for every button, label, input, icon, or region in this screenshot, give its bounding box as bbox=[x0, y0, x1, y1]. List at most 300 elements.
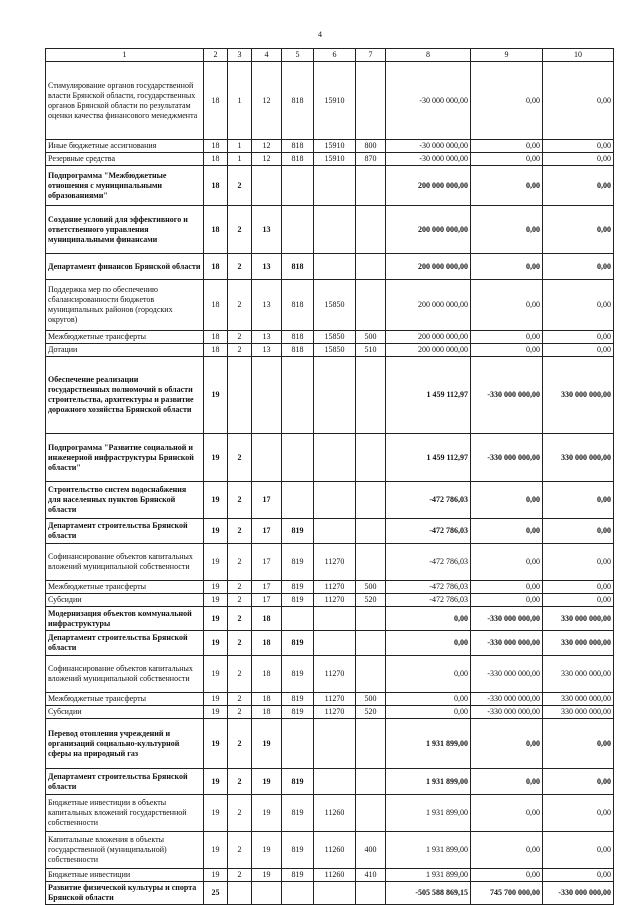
code-cell: 2 bbox=[228, 832, 252, 869]
code-cell bbox=[356, 607, 386, 631]
row-name: Дотации bbox=[46, 344, 204, 357]
code-cell: 11260 bbox=[314, 869, 356, 882]
code-cell bbox=[252, 357, 282, 434]
code-cell bbox=[252, 882, 282, 905]
code-cell: 17 bbox=[252, 544, 282, 581]
code-cell: 818 bbox=[282, 280, 314, 331]
amount-cell: -472 786,03 bbox=[386, 482, 471, 519]
code-cell bbox=[356, 166, 386, 206]
code-cell: 1 bbox=[228, 140, 252, 153]
amount-cell: 0,00 bbox=[543, 153, 614, 166]
code-cell bbox=[356, 719, 386, 769]
amount-cell: -472 786,03 bbox=[386, 581, 471, 594]
code-cell: 400 bbox=[356, 832, 386, 869]
code-cell bbox=[314, 357, 356, 434]
code-cell: 13 bbox=[252, 254, 282, 280]
code-cell: 11270 bbox=[314, 594, 356, 607]
code-cell: 19 bbox=[204, 357, 228, 434]
table-row bbox=[46, 344, 614, 357]
amount-cell: 0,00 bbox=[543, 519, 614, 544]
code-cell bbox=[356, 882, 386, 905]
code-cell: 818 bbox=[282, 254, 314, 280]
header-cell: 7 bbox=[356, 49, 386, 62]
amount-cell: 0,00 bbox=[471, 280, 543, 331]
code-cell: 1 bbox=[228, 62, 252, 140]
code-cell: 19 bbox=[204, 594, 228, 607]
table-row bbox=[46, 153, 614, 166]
code-cell: 410 bbox=[356, 869, 386, 882]
code-cell: 2 bbox=[228, 344, 252, 357]
table-row bbox=[46, 832, 614, 869]
amount-cell: 0,00 bbox=[543, 280, 614, 331]
code-cell: 18 bbox=[204, 166, 228, 206]
code-cell bbox=[356, 795, 386, 832]
amount-cell: 0,00 bbox=[471, 344, 543, 357]
table-row bbox=[46, 869, 614, 882]
code-cell: 15910 bbox=[314, 62, 356, 140]
code-cell bbox=[228, 882, 252, 905]
amount-cell: 0,00 bbox=[543, 331, 614, 344]
code-cell: 15910 bbox=[314, 153, 356, 166]
header-cell: 1 bbox=[46, 49, 204, 62]
amount-cell: -30 000 000,00 bbox=[386, 153, 471, 166]
code-cell bbox=[356, 280, 386, 331]
amount-cell: 330 000 000,00 bbox=[543, 607, 614, 631]
code-cell: 2 bbox=[228, 795, 252, 832]
amount-cell: 0,00 bbox=[471, 581, 543, 594]
code-cell bbox=[356, 656, 386, 693]
amount-cell: -505 588 869,15 bbox=[386, 882, 471, 905]
code-cell: 12 bbox=[252, 140, 282, 153]
row-name: Софинансирование объектов капитальных вложений муниципальной собственности bbox=[46, 656, 204, 693]
amount-cell: -330 000 000,00 bbox=[471, 631, 543, 656]
header-cell: 2 bbox=[204, 49, 228, 62]
amount-cell: 0,00 bbox=[471, 719, 543, 769]
code-cell: 520 bbox=[356, 594, 386, 607]
code-cell: 2 bbox=[228, 706, 252, 719]
amount-cell: 0,00 bbox=[471, 769, 543, 795]
code-cell bbox=[314, 882, 356, 905]
code-cell: 819 bbox=[282, 869, 314, 882]
code-cell: 2 bbox=[228, 581, 252, 594]
row-name: Подпрограмма "Межбюджетные отношения с муниципальными образованиями" bbox=[46, 166, 204, 206]
code-cell: 819 bbox=[282, 519, 314, 544]
code-cell bbox=[314, 631, 356, 656]
code-cell: 520 bbox=[356, 706, 386, 719]
amount-cell: 0,00 bbox=[386, 607, 471, 631]
code-cell bbox=[356, 519, 386, 544]
code-cell: 19 bbox=[204, 832, 228, 869]
amount-cell: 0,00 bbox=[543, 769, 614, 795]
code-cell: 18 bbox=[204, 280, 228, 331]
code-cell: 18 bbox=[204, 153, 228, 166]
code-cell: 12 bbox=[252, 153, 282, 166]
code-cell: 2 bbox=[228, 719, 252, 769]
row-name: Поддержка мер по обеспечению сбалансированности бюджетов муниципальных районов (городских округов) bbox=[46, 280, 204, 331]
code-cell: 13 bbox=[252, 344, 282, 357]
code-cell bbox=[314, 434, 356, 482]
amount-cell: 200 000 000,00 bbox=[386, 166, 471, 206]
budget-table bbox=[45, 48, 614, 905]
table-row bbox=[46, 254, 614, 280]
table-row bbox=[46, 166, 614, 206]
code-cell: 11260 bbox=[314, 832, 356, 869]
code-cell: 19 bbox=[204, 482, 228, 519]
header-row bbox=[46, 49, 614, 62]
code-cell: 1 bbox=[228, 153, 252, 166]
table-row bbox=[46, 631, 614, 656]
code-cell: 19 bbox=[204, 769, 228, 795]
code-cell: 2 bbox=[228, 519, 252, 544]
table-row bbox=[46, 206, 614, 254]
code-cell: 500 bbox=[356, 581, 386, 594]
code-cell: 11270 bbox=[314, 693, 356, 706]
row-name: Бюджетные инвестиции в объекты капитальных вложений государственной собственности bbox=[46, 795, 204, 832]
code-cell: 18 bbox=[204, 140, 228, 153]
amount-cell: 745 700 000,00 bbox=[471, 882, 543, 905]
table-row bbox=[46, 795, 614, 832]
code-cell: 19 bbox=[252, 869, 282, 882]
code-cell bbox=[282, 482, 314, 519]
amount-cell: 1 931 899,00 bbox=[386, 719, 471, 769]
amount-cell: 1 459 112,97 bbox=[386, 357, 471, 434]
amount-cell: 0,00 bbox=[471, 166, 543, 206]
code-cell: 15850 bbox=[314, 280, 356, 331]
header-cell: 4 bbox=[252, 49, 282, 62]
row-name: Субсидии bbox=[46, 706, 204, 719]
code-cell: 19 bbox=[204, 607, 228, 631]
code-cell: 819 bbox=[282, 594, 314, 607]
amount-cell: 0,00 bbox=[543, 206, 614, 254]
amount-cell: 0,00 bbox=[543, 544, 614, 581]
table-row bbox=[46, 544, 614, 581]
header-cell: 6 bbox=[314, 49, 356, 62]
code-cell: 15910 bbox=[314, 140, 356, 153]
amount-cell: -330 000 000,00 bbox=[471, 706, 543, 719]
table-row bbox=[46, 594, 614, 607]
row-name: Департамент строительства Брянской области bbox=[46, 519, 204, 544]
code-cell: 18 bbox=[204, 62, 228, 140]
amount-cell: 0,00 bbox=[471, 795, 543, 832]
code-cell bbox=[282, 882, 314, 905]
code-cell: 13 bbox=[252, 331, 282, 344]
table-row bbox=[46, 519, 614, 544]
code-cell: 18 bbox=[204, 344, 228, 357]
table-row bbox=[46, 607, 614, 631]
header-cell: 3 bbox=[228, 49, 252, 62]
amount-cell: -330 000 000,00 bbox=[471, 357, 543, 434]
table-row bbox=[46, 434, 614, 482]
amount-cell: -330 000 000,00 bbox=[543, 882, 614, 905]
amount-cell: 0,00 bbox=[471, 519, 543, 544]
code-cell: 819 bbox=[282, 656, 314, 693]
code-cell: 17 bbox=[252, 482, 282, 519]
amount-cell: 330 000 000,00 bbox=[543, 434, 614, 482]
code-cell: 819 bbox=[282, 769, 314, 795]
amount-cell: 0,00 bbox=[471, 153, 543, 166]
code-cell: 12 bbox=[252, 62, 282, 140]
code-cell: 2 bbox=[228, 166, 252, 206]
amount-cell: 0,00 bbox=[471, 482, 543, 519]
amount-cell: 330 000 000,00 bbox=[543, 693, 614, 706]
code-cell: 818 bbox=[282, 62, 314, 140]
page-number: 4 bbox=[318, 30, 322, 39]
code-cell bbox=[356, 62, 386, 140]
code-cell bbox=[252, 434, 282, 482]
code-cell bbox=[314, 254, 356, 280]
row-name: Модернизация объектов коммунальной инфраструктуры bbox=[46, 607, 204, 631]
amount-cell: -472 786,03 bbox=[386, 544, 471, 581]
code-cell: 800 bbox=[356, 140, 386, 153]
table-row bbox=[46, 769, 614, 795]
code-cell: 819 bbox=[282, 581, 314, 594]
amount-cell: 0,00 bbox=[386, 706, 471, 719]
amount-cell: 0,00 bbox=[471, 869, 543, 882]
amount-cell: 0,00 bbox=[543, 869, 614, 882]
code-cell: 18 bbox=[252, 706, 282, 719]
code-cell: 19 bbox=[204, 719, 228, 769]
code-cell bbox=[282, 607, 314, 631]
code-cell: 2 bbox=[228, 594, 252, 607]
code-cell: 19 bbox=[204, 656, 228, 693]
code-cell: 2 bbox=[228, 544, 252, 581]
code-cell bbox=[252, 166, 282, 206]
code-cell: 19 bbox=[204, 544, 228, 581]
code-cell: 13 bbox=[252, 280, 282, 331]
header-cell: 9 bbox=[471, 49, 543, 62]
amount-cell: 200 000 000,00 bbox=[386, 254, 471, 280]
table-row bbox=[46, 693, 614, 706]
code-cell: 17 bbox=[252, 581, 282, 594]
amount-cell: 0,00 bbox=[471, 254, 543, 280]
code-cell: 11270 bbox=[314, 544, 356, 581]
amount-cell: -330 000 000,00 bbox=[471, 693, 543, 706]
row-name: Обеспечение реализации государственных полномочий в области строительства, архитектуры и развитие дорожного хозяйства Брянской области bbox=[46, 357, 204, 434]
code-cell: 2 bbox=[228, 482, 252, 519]
amount-cell: 0,00 bbox=[543, 166, 614, 206]
code-cell: 15850 bbox=[314, 344, 356, 357]
code-cell bbox=[356, 769, 386, 795]
code-cell: 19 bbox=[252, 795, 282, 832]
code-cell: 18 bbox=[204, 331, 228, 344]
row-name: Межбюджетные трансферты bbox=[46, 331, 204, 344]
row-name: Межбюджетные трансферты bbox=[46, 693, 204, 706]
code-cell bbox=[314, 719, 356, 769]
code-cell: 818 bbox=[282, 140, 314, 153]
amount-cell: 1 931 899,00 bbox=[386, 869, 471, 882]
code-cell: 2 bbox=[228, 206, 252, 254]
code-cell: 15850 bbox=[314, 331, 356, 344]
code-cell: 18 bbox=[252, 693, 282, 706]
row-name: Строительство систем водоснабжения для населенных пунктов Брянской области bbox=[46, 482, 204, 519]
amount-cell: -472 786,03 bbox=[386, 519, 471, 544]
header-cell: 10 bbox=[543, 49, 614, 62]
code-cell: 19 bbox=[204, 519, 228, 544]
amount-cell: 1 459 112,97 bbox=[386, 434, 471, 482]
code-cell: 11270 bbox=[314, 706, 356, 719]
code-cell: 19 bbox=[204, 693, 228, 706]
code-cell: 500 bbox=[356, 693, 386, 706]
amount-cell: 0,00 bbox=[543, 832, 614, 869]
amount-cell: -330 000 000,00 bbox=[471, 656, 543, 693]
code-cell: 819 bbox=[282, 832, 314, 869]
amount-cell: 0,00 bbox=[543, 795, 614, 832]
code-cell: 19 bbox=[252, 832, 282, 869]
amount-cell: 330 000 000,00 bbox=[543, 631, 614, 656]
code-cell: 18 bbox=[252, 631, 282, 656]
row-name: Субсидии bbox=[46, 594, 204, 607]
code-cell: 870 bbox=[356, 153, 386, 166]
code-cell bbox=[356, 482, 386, 519]
code-cell bbox=[314, 482, 356, 519]
amount-cell: 330 000 000,00 bbox=[543, 357, 614, 434]
code-cell: 2 bbox=[228, 254, 252, 280]
code-cell: 2 bbox=[228, 434, 252, 482]
table-row bbox=[46, 706, 614, 719]
code-cell: 19 bbox=[204, 795, 228, 832]
code-cell: 19 bbox=[204, 869, 228, 882]
code-cell: 2 bbox=[228, 869, 252, 882]
amount-cell: 0,00 bbox=[543, 482, 614, 519]
code-cell: 11270 bbox=[314, 581, 356, 594]
code-cell bbox=[314, 166, 356, 206]
amount-cell: 330 000 000,00 bbox=[543, 656, 614, 693]
table-row bbox=[46, 482, 614, 519]
amount-cell: 0,00 bbox=[543, 719, 614, 769]
amount-cell: 0,00 bbox=[543, 581, 614, 594]
code-cell: 510 bbox=[356, 344, 386, 357]
code-cell: 2 bbox=[228, 693, 252, 706]
amount-cell: -330 000 000,00 bbox=[471, 607, 543, 631]
code-cell: 500 bbox=[356, 331, 386, 344]
code-cell bbox=[356, 631, 386, 656]
amount-cell: 200 000 000,00 bbox=[386, 280, 471, 331]
header-cell: 5 bbox=[282, 49, 314, 62]
code-cell: 18 bbox=[252, 607, 282, 631]
code-cell: 17 bbox=[252, 594, 282, 607]
code-cell: 19 bbox=[204, 434, 228, 482]
code-cell bbox=[356, 357, 386, 434]
amount-cell: 0,00 bbox=[543, 62, 614, 140]
code-cell: 2 bbox=[228, 769, 252, 795]
code-cell: 2 bbox=[228, 280, 252, 331]
amount-cell: 1 931 899,00 bbox=[386, 769, 471, 795]
amount-cell: 0,00 bbox=[471, 62, 543, 140]
code-cell: 18 bbox=[204, 206, 228, 254]
code-cell bbox=[282, 434, 314, 482]
row-name: Софинансирование объектов капитальных вложений муниципальной собственности bbox=[46, 544, 204, 581]
code-cell bbox=[314, 769, 356, 795]
table-row bbox=[46, 656, 614, 693]
code-cell: 2 bbox=[228, 656, 252, 693]
table-row bbox=[46, 62, 614, 140]
amount-cell: 1 931 899,00 bbox=[386, 795, 471, 832]
code-cell: 2 bbox=[228, 607, 252, 631]
code-cell bbox=[314, 519, 356, 544]
amount-cell: 0,00 bbox=[471, 832, 543, 869]
row-name: Бюджетные инвестиции bbox=[46, 869, 204, 882]
row-name: Резервные средства bbox=[46, 153, 204, 166]
code-cell: 17 bbox=[252, 519, 282, 544]
row-name: Подпрограмма "Развитие социальной и инженерной инфраструктуры Брянской области" bbox=[46, 434, 204, 482]
amount-cell: 0,00 bbox=[386, 693, 471, 706]
row-name: Перевод отопления учреждений и организаций социально-культурной сферы на природный газ bbox=[46, 719, 204, 769]
amount-cell: -330 000 000,00 bbox=[471, 434, 543, 482]
code-cell: 819 bbox=[282, 631, 314, 656]
row-name: Департамент финансов Брянской области bbox=[46, 254, 204, 280]
code-cell: 819 bbox=[282, 706, 314, 719]
row-name: Развитие физической культуры и спорта Брянской области bbox=[46, 882, 204, 905]
code-cell bbox=[314, 206, 356, 254]
amount-cell: 200 000 000,00 bbox=[386, 344, 471, 357]
code-cell bbox=[282, 357, 314, 434]
code-cell: 819 bbox=[282, 693, 314, 706]
code-cell bbox=[356, 206, 386, 254]
table-row bbox=[46, 719, 614, 769]
amount-cell: -30 000 000,00 bbox=[386, 62, 471, 140]
code-cell bbox=[282, 719, 314, 769]
code-cell: 2 bbox=[228, 631, 252, 656]
code-cell bbox=[314, 607, 356, 631]
amount-cell: 0,00 bbox=[471, 331, 543, 344]
header-cell: 8 bbox=[386, 49, 471, 62]
amount-cell: 200 000 000,00 bbox=[386, 206, 471, 254]
amount-cell: -472 786,03 bbox=[386, 594, 471, 607]
amount-cell: 0,00 bbox=[543, 594, 614, 607]
row-name: Создание условий для эффективного и ответственного управления муниципальными финансами bbox=[46, 206, 204, 254]
code-cell: 18 bbox=[252, 656, 282, 693]
code-cell: 11260 bbox=[314, 795, 356, 832]
amount-cell: 0,00 bbox=[471, 140, 543, 153]
code-cell: 818 bbox=[282, 331, 314, 344]
amount-cell: 0,00 bbox=[543, 344, 614, 357]
amount-cell: 200 000 000,00 bbox=[386, 331, 471, 344]
amount-cell: -30 000 000,00 bbox=[386, 140, 471, 153]
amount-cell: 0,00 bbox=[471, 594, 543, 607]
amount-cell: 0,00 bbox=[386, 656, 471, 693]
code-cell: 19 bbox=[252, 769, 282, 795]
table-row bbox=[46, 280, 614, 331]
amount-cell: 0,00 bbox=[543, 254, 614, 280]
row-name: Департамент строительства Брянской области bbox=[46, 769, 204, 795]
code-cell: 818 bbox=[282, 153, 314, 166]
code-cell bbox=[282, 166, 314, 206]
row-name: Стимулирование органов государственной власти Брянской области, государственных органов Брянской области по результатам оценки качества финансового менеджмента bbox=[46, 62, 204, 140]
code-cell bbox=[228, 357, 252, 434]
code-cell bbox=[282, 206, 314, 254]
code-cell: 19 bbox=[204, 631, 228, 656]
table-row bbox=[46, 357, 614, 434]
code-cell: 19 bbox=[204, 706, 228, 719]
table-row bbox=[46, 140, 614, 153]
amount-cell: 0,00 bbox=[471, 206, 543, 254]
amount-cell: 0,00 bbox=[471, 544, 543, 581]
code-cell: 18 bbox=[204, 254, 228, 280]
amount-cell: 330 000 000,00 bbox=[543, 706, 614, 719]
code-cell: 13 bbox=[252, 206, 282, 254]
code-cell: 2 bbox=[228, 331, 252, 344]
code-cell: 19 bbox=[252, 719, 282, 769]
row-name: Департамент строительства Брянской области bbox=[46, 631, 204, 656]
code-cell bbox=[356, 434, 386, 482]
row-name: Межбюджетные трансферты bbox=[46, 581, 204, 594]
code-cell: 819 bbox=[282, 795, 314, 832]
row-name: Иные бюджетные ассигнования bbox=[46, 140, 204, 153]
code-cell bbox=[356, 544, 386, 581]
table-row bbox=[46, 581, 614, 594]
code-cell: 19 bbox=[204, 581, 228, 594]
table-row bbox=[46, 882, 614, 905]
